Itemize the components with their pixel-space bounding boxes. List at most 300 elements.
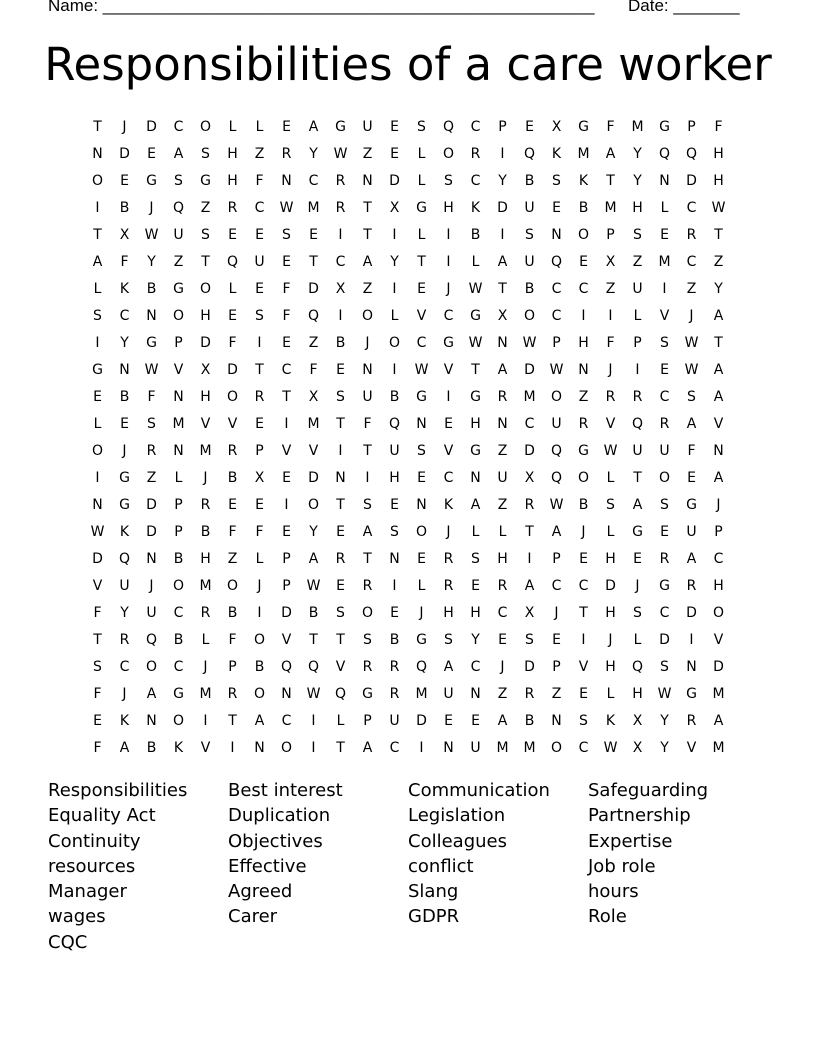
grid-letter: L: [417, 172, 426, 189]
grid-letter: R: [335, 199, 346, 216]
grid-letter: C: [173, 604, 184, 621]
grid-letter: F: [282, 307, 291, 324]
grid-letter: B: [578, 199, 589, 216]
grid-letter: C: [497, 604, 508, 621]
grid-letter: C: [713, 550, 724, 567]
grid-letter: C: [308, 172, 319, 189]
grid-letter: F: [255, 523, 264, 540]
grid-letter: M: [712, 685, 725, 702]
word-list-item: wages: [48, 906, 106, 928]
grid-letter: J: [203, 469, 208, 486]
grid-letter: B: [524, 280, 535, 297]
grid-letter: D: [605, 577, 616, 594]
grid-letter: C: [659, 604, 670, 621]
word-list-item: Legislation: [408, 805, 506, 827]
grid-letter: E: [282, 469, 291, 486]
grid-letter: R: [227, 442, 238, 459]
grid-letter: L: [255, 550, 264, 567]
grid-letter: S: [363, 631, 372, 648]
grid-letter: L: [471, 523, 480, 540]
word-list-item: CQC: [48, 931, 88, 953]
grid-letter: G: [416, 631, 427, 648]
grid-letter: P: [174, 334, 183, 351]
grid-letter: U: [362, 388, 373, 405]
grid-letter: V: [416, 307, 427, 324]
grid-letter: E: [336, 523, 345, 540]
grid-letter: S: [633, 604, 642, 621]
grid-letter: E: [660, 226, 669, 243]
grid-letter: Y: [471, 631, 480, 648]
grid-letter: Q: [172, 199, 185, 216]
grid-letter: B: [146, 280, 157, 297]
grid-letter: U: [173, 226, 184, 243]
grid-letter: B: [578, 496, 589, 513]
grid-letter: N: [362, 172, 373, 189]
grid-letter: S: [633, 226, 642, 243]
grid-letter: E: [417, 469, 426, 486]
grid-letter: J: [689, 307, 694, 324]
grid-letter: I: [392, 280, 397, 297]
grid-letter: E: [255, 280, 264, 297]
word-list-item: GDPR: [408, 906, 460, 928]
grid-letter: H: [713, 145, 724, 162]
grid-letter: L: [93, 415, 102, 432]
grid-letter: G: [416, 388, 427, 405]
grid-letter: Y: [120, 604, 129, 621]
grid-letter: J: [608, 631, 613, 648]
grid-letter: N: [551, 712, 562, 729]
word-list-item: Objectives: [228, 830, 323, 852]
grid-letter: H: [497, 550, 508, 567]
grid-letter: O: [172, 712, 185, 729]
grid-letter: O: [361, 604, 374, 621]
grid-letter: R: [200, 604, 211, 621]
grid-letter: H: [200, 550, 211, 567]
grid-letter: W: [144, 361, 159, 378]
grid-letter: A: [713, 712, 724, 729]
grid-letter: W: [306, 577, 321, 594]
grid-letter: E: [282, 253, 291, 270]
grid-letter: D: [119, 145, 130, 162]
grid-letter: U: [524, 253, 535, 270]
grid-letter: C: [686, 199, 697, 216]
grid-letter: G: [173, 685, 184, 702]
grid-letter: N: [470, 469, 481, 486]
grid-letter: R: [686, 712, 697, 729]
grid-letter: D: [497, 199, 508, 216]
grid-letter: B: [254, 658, 265, 675]
grid-letter: W: [549, 496, 564, 513]
grid-letter: L: [633, 631, 642, 648]
word-list-item: Manager: [48, 881, 127, 903]
grid-letter: T: [471, 361, 480, 378]
grid-letter: J: [635, 577, 640, 594]
grid-letter: C: [470, 118, 481, 135]
grid-letter: C: [578, 577, 589, 594]
grid-letter: V: [227, 415, 238, 432]
grid-letter: O: [172, 307, 185, 324]
grid-letter: U: [551, 415, 562, 432]
grid-letter: A: [524, 577, 535, 594]
grid-letter: N: [173, 388, 184, 405]
grid-letter: S: [660, 658, 669, 675]
grid-letter: N: [281, 685, 292, 702]
grid-letter: J: [446, 523, 451, 540]
grid-letter: S: [606, 496, 615, 513]
grid-letter: H: [605, 550, 616, 567]
grid-letter: E: [147, 145, 156, 162]
grid-letter: G: [686, 496, 697, 513]
grid-letter: I: [230, 739, 235, 756]
grid-letter: Q: [658, 145, 671, 162]
grid-letter: M: [307, 415, 320, 432]
grid-letter: Z: [308, 334, 319, 351]
grid-letter: Z: [362, 280, 373, 297]
grid-letter: R: [524, 685, 535, 702]
grid-letter: E: [336, 361, 345, 378]
grid-letter: P: [282, 550, 291, 567]
grid-letter: O: [523, 307, 536, 324]
grid-letter: L: [471, 253, 480, 270]
grid-letter: I: [392, 577, 397, 594]
grid-letter: R: [497, 577, 508, 594]
grid-letter: J: [122, 118, 127, 135]
grid-letter: I: [95, 334, 100, 351]
grid-letter: A: [686, 415, 697, 432]
grid-letter: U: [659, 442, 670, 459]
grid-letter: S: [336, 388, 345, 405]
grid-letter: R: [686, 226, 697, 243]
grid-letter: T: [525, 523, 534, 540]
grid-letter: A: [686, 550, 697, 567]
grid-letter: W: [90, 523, 105, 540]
grid-letter: N: [551, 226, 562, 243]
grid-letter: D: [686, 172, 697, 189]
grid-letter: O: [307, 496, 320, 513]
grid-letter: T: [606, 172, 615, 189]
grid-letter: Q: [280, 658, 293, 675]
grid-letter: K: [119, 523, 130, 540]
grid-letter: T: [363, 226, 372, 243]
grid-letter: R: [335, 172, 346, 189]
grid-letter: A: [443, 658, 454, 675]
grid-letter: S: [93, 658, 102, 675]
grid-letter: E: [417, 550, 426, 567]
grid-letter: B: [389, 388, 400, 405]
grid-letter: Z: [146, 469, 157, 486]
grid-letter: R: [389, 685, 400, 702]
grid-letter: W: [711, 199, 726, 216]
grid-letter: A: [497, 361, 508, 378]
grid-letter: U: [254, 253, 265, 270]
grid-letter: D: [713, 658, 724, 675]
grid-letter: Y: [309, 145, 318, 162]
grid-letter: B: [470, 226, 481, 243]
grid-letter: W: [522, 334, 537, 351]
grid-letter: M: [307, 199, 320, 216]
grid-letter: B: [119, 199, 130, 216]
grid-letter: P: [687, 118, 696, 135]
grid-letter: C: [443, 307, 454, 324]
grid-letter: G: [659, 577, 670, 594]
grid-letter: V: [578, 658, 589, 675]
grid-letter: I: [311, 712, 316, 729]
grid-letter: D: [389, 172, 400, 189]
grid-letter: I: [527, 550, 532, 567]
grid-letter: R: [659, 415, 670, 432]
grid-letter: Q: [631, 658, 644, 675]
grid-letter: S: [417, 442, 426, 459]
grid-letter: X: [254, 469, 265, 486]
grid-letter: E: [417, 280, 426, 297]
grid-letter: E: [309, 226, 318, 243]
grid-letter: R: [443, 577, 454, 594]
grid-letter: C: [470, 172, 481, 189]
grid-letter: T: [579, 604, 588, 621]
grid-letter: W: [333, 145, 348, 162]
grid-letter: N: [659, 172, 670, 189]
grid-letter: Z: [632, 253, 643, 270]
grid-letter: T: [309, 631, 318, 648]
grid-letter: L: [228, 118, 237, 135]
grid-letter: Y: [633, 172, 642, 189]
grid-letter: Q: [415, 658, 428, 675]
grid-letter: Q: [550, 253, 563, 270]
grid-letter: X: [497, 307, 508, 324]
grid-letter: M: [199, 442, 212, 459]
grid-letter: O: [253, 685, 266, 702]
grid-letter: V: [659, 307, 670, 324]
grid-letter: D: [308, 280, 319, 297]
grid-letter: E: [444, 415, 453, 432]
grid-letter: J: [554, 604, 559, 621]
grid-letter: L: [228, 280, 237, 297]
grid-letter: F: [714, 118, 723, 135]
grid-letter: V: [443, 442, 454, 459]
grid-letter: Z: [362, 145, 373, 162]
grid-letter: R: [146, 442, 157, 459]
grid-letter: P: [498, 118, 507, 135]
grid-letter: H: [578, 334, 589, 351]
grid-letter: W: [684, 334, 699, 351]
grid-letter: X: [524, 604, 535, 621]
grid-letter: S: [552, 172, 561, 189]
grid-letter: S: [147, 415, 156, 432]
grid-letter: J: [122, 685, 127, 702]
grid-letter: P: [606, 226, 615, 243]
grid-letter: C: [254, 199, 265, 216]
grid-letter: K: [605, 712, 616, 729]
grid-letter: J: [257, 577, 262, 594]
grid-letter: N: [416, 415, 427, 432]
grid-letter: V: [686, 739, 697, 756]
grid-letter: J: [203, 658, 208, 675]
grid-letter: W: [549, 361, 564, 378]
grid-letter: G: [335, 118, 346, 135]
grid-letter: W: [468, 280, 483, 297]
grid-letter: R: [281, 145, 292, 162]
grid-letter: T: [336, 739, 345, 756]
grid-letter: H: [470, 604, 481, 621]
grid-letter: N: [173, 442, 184, 459]
grid-letter: Q: [226, 253, 239, 270]
grid-letter: X: [119, 226, 130, 243]
grid-letter: N: [416, 496, 427, 513]
grid-letter: M: [604, 199, 617, 216]
grid-letter: E: [93, 388, 102, 405]
grid-letter: M: [523, 739, 536, 756]
grid-letter: S: [201, 145, 210, 162]
grid-letter: K: [470, 199, 481, 216]
word-list-item: Safeguarding: [588, 780, 709, 801]
grid-letter: Q: [631, 415, 644, 432]
word-list-item: resources: [48, 855, 136, 877]
grid-letter: O: [712, 604, 725, 621]
grid-letter: D: [146, 118, 157, 135]
grid-letter: L: [633, 307, 642, 324]
grid-letter: M: [172, 415, 185, 432]
grid-letter: I: [446, 388, 451, 405]
grid-letter: A: [713, 388, 724, 405]
grid-letter: U: [632, 442, 643, 459]
grid-letter: X: [605, 253, 616, 270]
word-list-item: Partnership: [588, 805, 691, 827]
grid-letter: E: [633, 550, 642, 567]
grid-letter: E: [255, 496, 264, 513]
grid-letter: G: [578, 118, 589, 135]
grid-letter: S: [660, 334, 669, 351]
grid-letter: A: [362, 739, 373, 756]
grid-letter: Z: [227, 550, 238, 567]
grid-letter: C: [389, 739, 400, 756]
grid-letter: R: [659, 550, 670, 567]
grid-letter: W: [414, 361, 429, 378]
grid-letter: O: [226, 577, 239, 594]
grid-letter: P: [174, 496, 183, 513]
grid-letter: O: [388, 334, 401, 351]
grid-letter: O: [658, 469, 671, 486]
grid-letter: F: [93, 685, 102, 702]
grid-letter: Q: [307, 307, 320, 324]
grid-letter: G: [119, 469, 130, 486]
grid-letter: V: [173, 361, 184, 378]
grid-letter: Y: [147, 253, 156, 270]
grid-letter: O: [199, 280, 212, 297]
grid-letter: M: [415, 685, 428, 702]
grid-letter: P: [255, 442, 264, 459]
word-list-item: Responsibilities: [48, 780, 188, 801]
grid-letter: R: [470, 145, 481, 162]
grid-letter: N: [146, 550, 157, 567]
grid-letter: T: [714, 226, 723, 243]
grid-letter: Z: [497, 685, 508, 702]
grid-letter: G: [470, 442, 481, 459]
grid-letter: D: [686, 604, 697, 621]
grid-letter: R: [578, 415, 589, 432]
grid-letter: Z: [200, 199, 211, 216]
grid-letter: C: [173, 118, 184, 135]
grid-letter: E: [228, 496, 237, 513]
grid-letter: J: [149, 199, 154, 216]
grid-letter: M: [631, 118, 644, 135]
grid-letter: X: [632, 712, 643, 729]
grid-letter: R: [119, 631, 130, 648]
grid-letter: E: [255, 415, 264, 432]
grid-letter: A: [308, 118, 319, 135]
grid-letter: B: [227, 469, 238, 486]
grid-letter: R: [227, 199, 238, 216]
grid-letter: N: [119, 361, 130, 378]
grid-letter: F: [93, 604, 102, 621]
grid-letter: T: [363, 550, 372, 567]
grid-letter: R: [362, 658, 373, 675]
grid-letter: U: [497, 469, 508, 486]
grid-letter: U: [389, 712, 400, 729]
grid-letter: I: [500, 145, 505, 162]
grid-letter: N: [92, 496, 103, 513]
grid-letter: N: [362, 361, 373, 378]
grid-letter: Q: [334, 685, 347, 702]
word-list-item: Best interest: [228, 780, 343, 801]
grid-letter: R: [686, 577, 697, 594]
grid-letter: V: [92, 577, 103, 594]
grid-letter: D: [524, 361, 535, 378]
grid-letter: N: [470, 685, 481, 702]
date-field-label: Date: _______: [628, 0, 740, 15]
word-list-item: Slang: [408, 881, 459, 903]
grid-letter: E: [687, 469, 696, 486]
grid-letter: T: [363, 442, 372, 459]
grid-letter: H: [470, 415, 481, 432]
grid-letter: D: [227, 361, 238, 378]
grid-letter: D: [524, 442, 535, 459]
grid-letter: Z: [497, 442, 508, 459]
grid-letter: N: [335, 469, 346, 486]
grid-letter: P: [282, 577, 291, 594]
grid-letter: G: [632, 523, 643, 540]
word-list-item: Agreed: [228, 881, 293, 903]
grid-letter: J: [581, 523, 586, 540]
grid-letter: R: [227, 685, 238, 702]
grid-letter: Z: [713, 253, 724, 270]
grid-letter: L: [417, 577, 426, 594]
grid-letter: Y: [390, 253, 399, 270]
grid-letter: S: [174, 172, 183, 189]
grid-letter: S: [93, 307, 102, 324]
grid-letter: L: [390, 307, 399, 324]
grid-letter: M: [199, 577, 212, 594]
grid-letter: Q: [550, 442, 563, 459]
grid-letter: P: [228, 658, 237, 675]
grid-letter: C: [119, 658, 130, 675]
grid-letter: S: [417, 118, 426, 135]
grid-letter: L: [336, 712, 345, 729]
grid-letter: C: [686, 253, 697, 270]
grid-letter: E: [660, 361, 669, 378]
grid-letter: E: [228, 226, 237, 243]
grid-letter: T: [336, 631, 345, 648]
grid-letter: M: [199, 685, 212, 702]
grid-letter: W: [144, 226, 159, 243]
grid-letter: M: [523, 388, 536, 405]
grid-letter: Z: [551, 685, 562, 702]
grid-letter: P: [552, 550, 561, 567]
grid-letter: B: [524, 172, 535, 189]
grid-letter: U: [146, 604, 157, 621]
grid-letter: H: [713, 172, 724, 189]
grid-letter: F: [255, 172, 264, 189]
grid-letter: F: [282, 280, 291, 297]
